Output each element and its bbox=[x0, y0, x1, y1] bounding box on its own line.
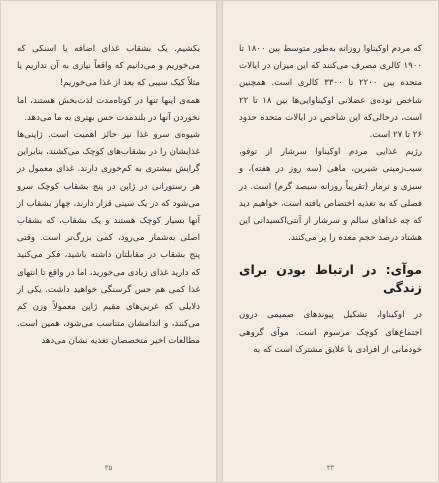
left-paragraph-3: شیوه‌ی سرو غذا نیز حائز اهمیت است. ژاپنی‌ها غذایشان را در بشقاب‌های کوچک می‌کشند، بنابراین گرایش بیشتری به کم‌خوری دارند. غذای معمول در هر رستورانی در ژاپن در پنج بشقاب کوچک سرو می‌شود که در یک سینی قرار دارند، چهار بشقاب از آنها بسیار کوچک هستند و یک بشقاب، که بشقاب اصلی به‌شمار می‌رود، کمی بزرگ‌تر است. وقتی پنج بشقاب در مقابلتان داشته باشید، فکر می‌کنید که دارید غذای زیادی می‌خورید، اما در واقع تا انتهای غذا کمی هم حس گرسنگی خواهید داشت. یکی از دلایلی که غربی‌های مقیم ژاپن معمولاً وزن کم می‌کنند، و اندامشان متناسب می‌شود، همین است. مطالعات اخیر متخصصان تغذیه نشان می‌دهد bbox=[17, 130, 200, 347]
right-page-body bbox=[239, 41, 422, 359]
left-paragraph-2: همه‌ی اینها تنها در کوتاه‌مدت لذت‌بخش هستند، اما نخوردن آنها در بلندمدت حس بهتری به ما می‌دهد. bbox=[17, 95, 200, 123]
right-page bbox=[222, 1, 438, 482]
right-paragraph-1: که مردم اوکیناوا روزانه به‌طور متوسط بین ۱۸۰۰ تا ۱۹۰۰ کالری مصرف می‌کنند که این میزان در ایالات متحده بین ۲۲۰۰ تا ۳۳۰۰ کالری است. همچنین شاخص توده‌ی عضلانی اوکیناوایی‌ها بین ۱۸ تا ۲۲ است، درحالی‌که این شاخص در ایالات متحده حدود ۲۶ تا ۲۷ است. bbox=[239, 44, 422, 141]
right-paragraph-3: در اوکیناوا، تشکیل پیوندهای صمیمی درون اجتماع‌های کوچک مرسوم است. موآی گروهی خودمانی از افرادی با علایق مشترک است که به bbox=[239, 310, 422, 355]
left-page bbox=[1, 1, 217, 482]
left-page-body bbox=[17, 41, 200, 351]
section-heading: موآی: در ارتباط بودن برای زندگی bbox=[239, 262, 422, 296]
left-page-number: ۳۵ bbox=[104, 464, 113, 472]
right-paragraph-2: رژیم غذایی مردم اوکیناوا سرشار از توفو، سیب‌زمینی شیرین، ماهی (سه روز در هفته)، و سبزی و ترمار (تقریباً روزانه سیصد گرم) است. در فصلی که به تغذیه اختصاص یافته است، خواهیم دید که چه غذاهای سالم و سرشار از آنتی‌اکسیدانی این هشتاد درصد حجم معده را پر می‌کنند. bbox=[239, 147, 422, 244]
left-paragraph-1: بکشیم. یک بشقاب غذای اضافه یا اسنکی که می‌خوریم و می‌دانیم که واقعاً نیازی به آن نداریم یا مثلاً کیک سیبی که بعد از غذا می‌خوریم! bbox=[17, 44, 200, 89]
right-page-number: ۳۴ bbox=[326, 464, 335, 472]
